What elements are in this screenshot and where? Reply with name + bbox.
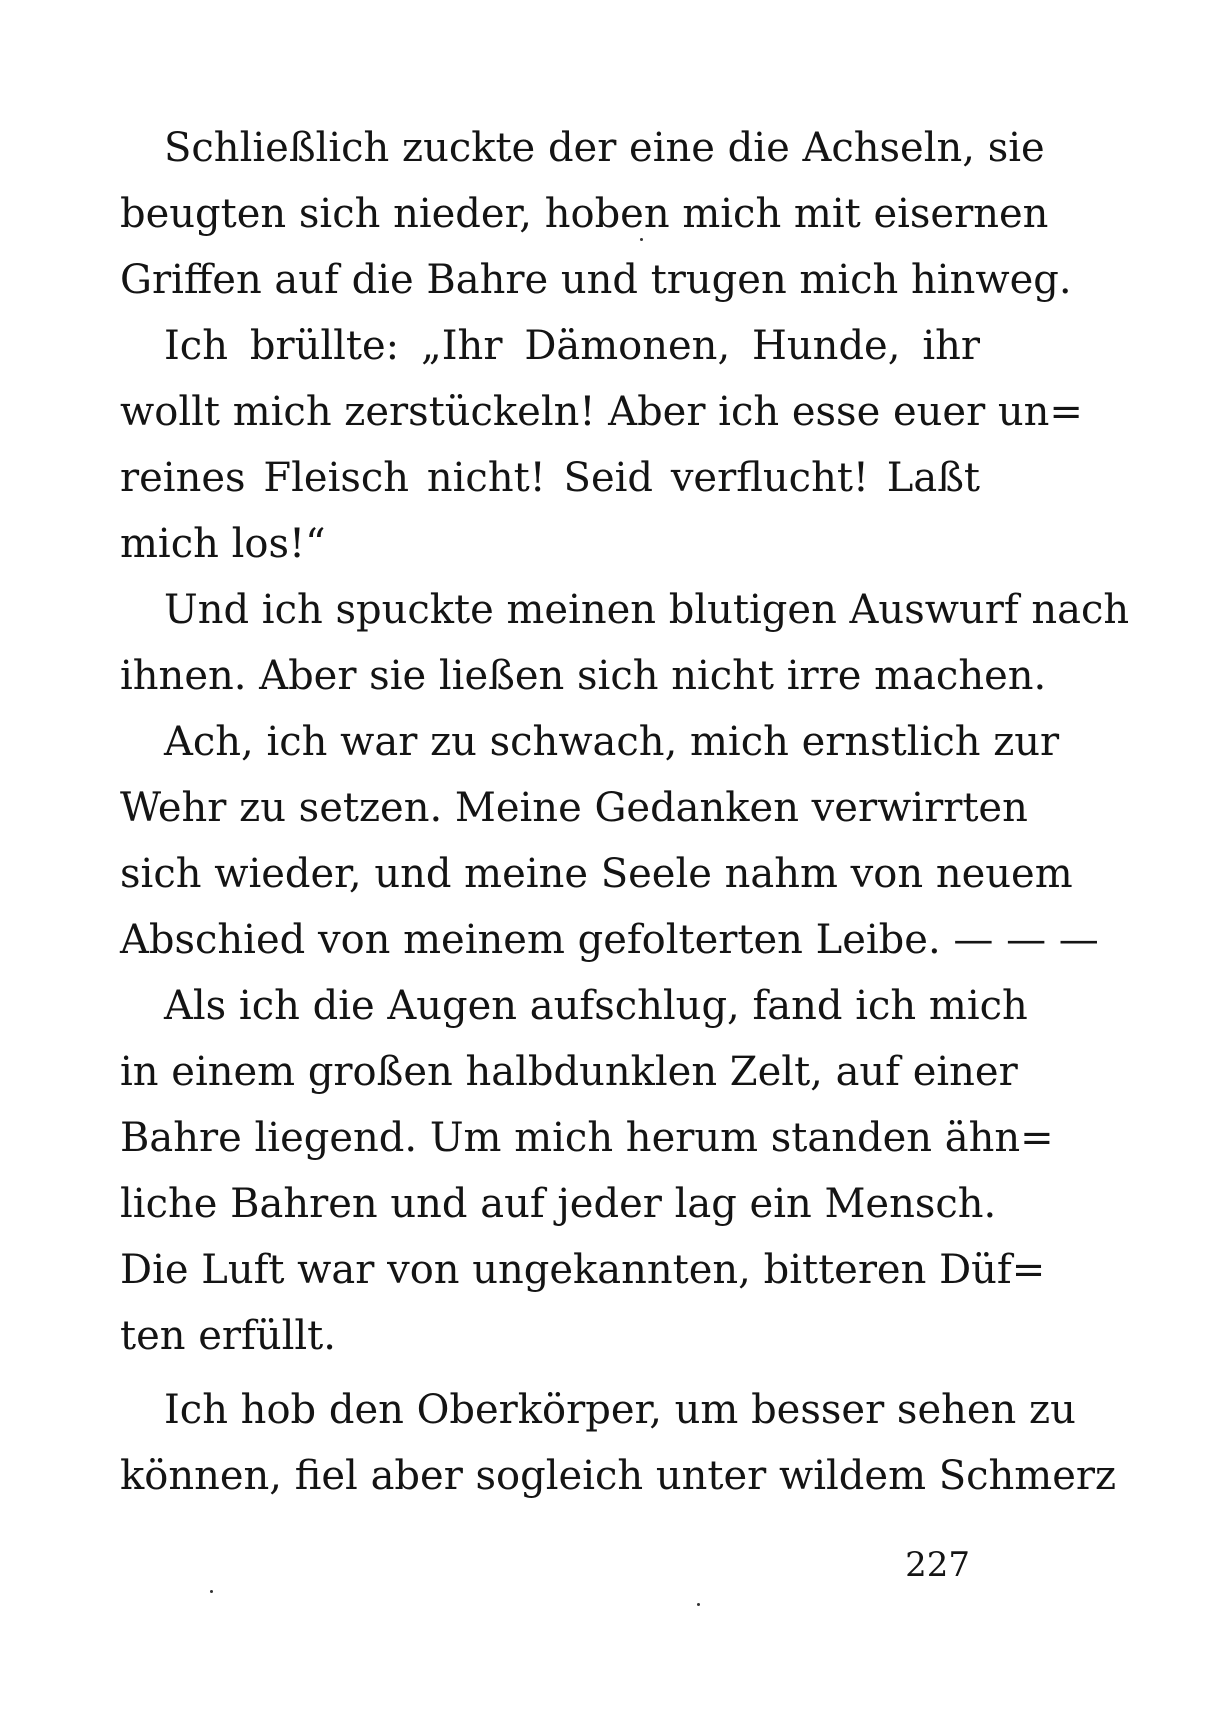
text-line: Ich hob den Oberkörper, um besser sehen zu bbox=[164, 1387, 1076, 1433]
text-line: können, fiel aber sogleich unter wildem Schmerz bbox=[120, 1453, 1117, 1499]
text-line: wollt mich zerstückeln! Aber ich esse euer un= bbox=[120, 389, 1083, 435]
text-line: mich los!“ bbox=[120, 521, 326, 567]
text-line: Abschied von meinem gefolterten Leibe. — — — bbox=[120, 917, 1099, 963]
text-line: reines Fleisch nicht! Seid verflucht! Laßt bbox=[120, 455, 980, 501]
print-speck bbox=[697, 1603, 700, 1606]
text-line: Ich brüllte: „Ihr Dämonen, Hunde, ihr bbox=[164, 323, 980, 369]
print-speck bbox=[210, 1590, 213, 1593]
text-line: beugten sich nieder, hoben mich mit eisernen bbox=[120, 191, 1049, 237]
text-line: ihnen. Aber sie ließen sich nicht irre machen. bbox=[120, 653, 1047, 699]
text-line: Die Luft war von ungekannten, bitteren Düf= bbox=[120, 1247, 1046, 1293]
text-line: Bahre liegend. Um mich herum standen ähn= bbox=[120, 1115, 1054, 1161]
text-line: liche Bahren und auf jeder lag ein Mensch. bbox=[120, 1181, 997, 1227]
paragraph bbox=[120, 1377, 1117, 1509]
text-line: ten erfüllt. bbox=[120, 1313, 336, 1359]
paragraph bbox=[120, 313, 1083, 577]
text-line: Griffen auf die Bahre und trugen mich hinweg. bbox=[120, 257, 1072, 303]
text-line: sich wieder, und meine Seele nahm von neuem bbox=[120, 851, 1073, 897]
text-line: Wehr zu setzen. Meine Gedanken verwirrten bbox=[120, 785, 1028, 831]
text-line: Und ich spuckte meinen blutigen Auswurf nach bbox=[164, 587, 1130, 633]
text-line: Ach, ich war zu schwach, mich ernstlich zur bbox=[164, 719, 1060, 765]
text-line: Als ich die Augen aufschlug, fand ich mich bbox=[164, 983, 1028, 1029]
text-line: in einem großen halbdunklen Zelt, auf einer bbox=[120, 1049, 1018, 1095]
paragraph bbox=[120, 709, 1099, 973]
text-line: Schließlich zuckte der eine die Achseln, sie bbox=[164, 125, 1045, 171]
body-text bbox=[120, 115, 1130, 1509]
print-speck bbox=[640, 238, 643, 241]
page-number: 227 bbox=[905, 1545, 970, 1585]
paragraph bbox=[120, 115, 1072, 313]
paragraph bbox=[120, 577, 1130, 709]
paragraph bbox=[120, 973, 1054, 1369]
